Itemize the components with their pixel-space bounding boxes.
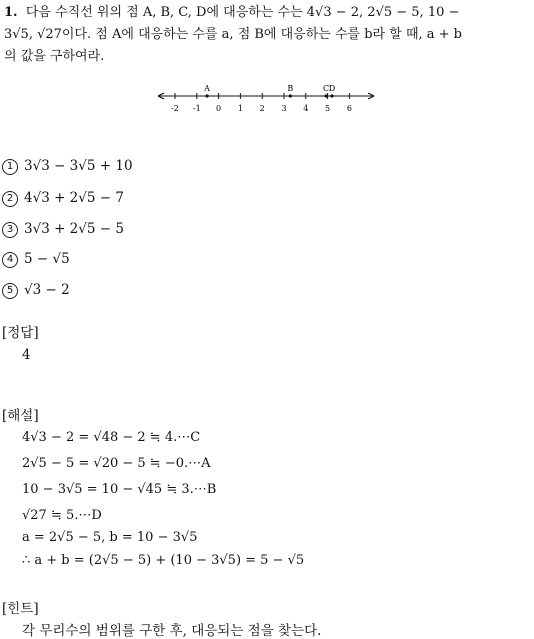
choice-text: √3 − 2 [24,282,70,298]
choice-number: 5 [2,283,18,299]
tick-label: 3 [281,104,287,113]
number-line [150,78,386,120]
answer-header: [정답] [2,325,39,341]
answer-value: 4 [22,347,31,363]
choice-number: 4 [2,252,18,268]
problem-text-1: 다음 수직선 위의 점 A, B, C, D에 대응하는 수는 4√3 − 2, 2√5 − 5, 10 − [25,5,460,20]
choice-text: 3√3 − 3√5 + 10 [24,158,133,174]
choice-number: 3 [2,222,18,238]
choice-1[interactable] [2,158,133,175]
solution-line-3: 10 − 3√5 = 10 − √45 ≒ 3.⋯B [22,482,217,497]
tick-label: 2 [259,104,265,113]
tick-label: -2 [171,104,179,113]
point-label: A [204,84,210,93]
point-c [324,94,327,97]
tick-label: 4 [303,104,309,113]
point-label: D [328,84,336,93]
solution-line-5: a = 2√5 − 5, b = 10 − 3√5 [22,530,198,545]
choice-3[interactable] [2,221,124,238]
solution-header: [해설] [2,408,39,424]
solution-line-6: ∴ a + b = (2√5 − 5) + (10 − 3√5) = 5 − √5 [22,553,305,568]
choice-4[interactable] [2,251,70,268]
point-d [330,94,333,97]
tick-label: 1 [237,104,243,113]
tick-label: 6 [346,104,352,113]
tick-label: 0 [216,104,222,113]
choice-number: 2 [2,191,18,207]
solution-line-1: 4√3 − 2 = √48 − 2 ≒ 4.⋯C [22,430,201,445]
choice-number: 1 [2,159,18,175]
solution-line-2: 2√5 − 5 = √20 − 5 ≒ −0.⋯A [22,456,211,471]
problem-line-1 [4,2,532,24]
point-a [205,94,208,97]
point-label: B [287,84,294,93]
tick-label: 5 [325,104,331,113]
choice-text: 4√3 + 2√5 − 7 [24,190,124,206]
problem-number: 1. [4,5,18,20]
hint-header: [힌트] [2,601,39,617]
point-b [289,94,292,97]
tick-label: -1 [192,104,201,113]
point-label: C [323,84,330,93]
choice-5[interactable] [2,282,70,299]
problem-line-2: 3√5, √27이다. 점 A에 대응하는 수를 a, 점 B에 대응하는 수를 b라 할 때, a + b [4,27,462,42]
problem-line-3: 의 값을 구하여라. [4,49,105,64]
choice-text: 5 − √5 [24,251,70,267]
choice-text: 3√3 + 2√5 − 5 [24,221,124,237]
solution-line-4: √27 ≒ 5.⋯D [22,508,102,523]
problem-statement [4,2,532,68]
hint-text: 각 무리수의 범위를 구한 후, 대응되는 점을 찾는다. [22,623,322,639]
choice-2[interactable] [2,190,124,207]
